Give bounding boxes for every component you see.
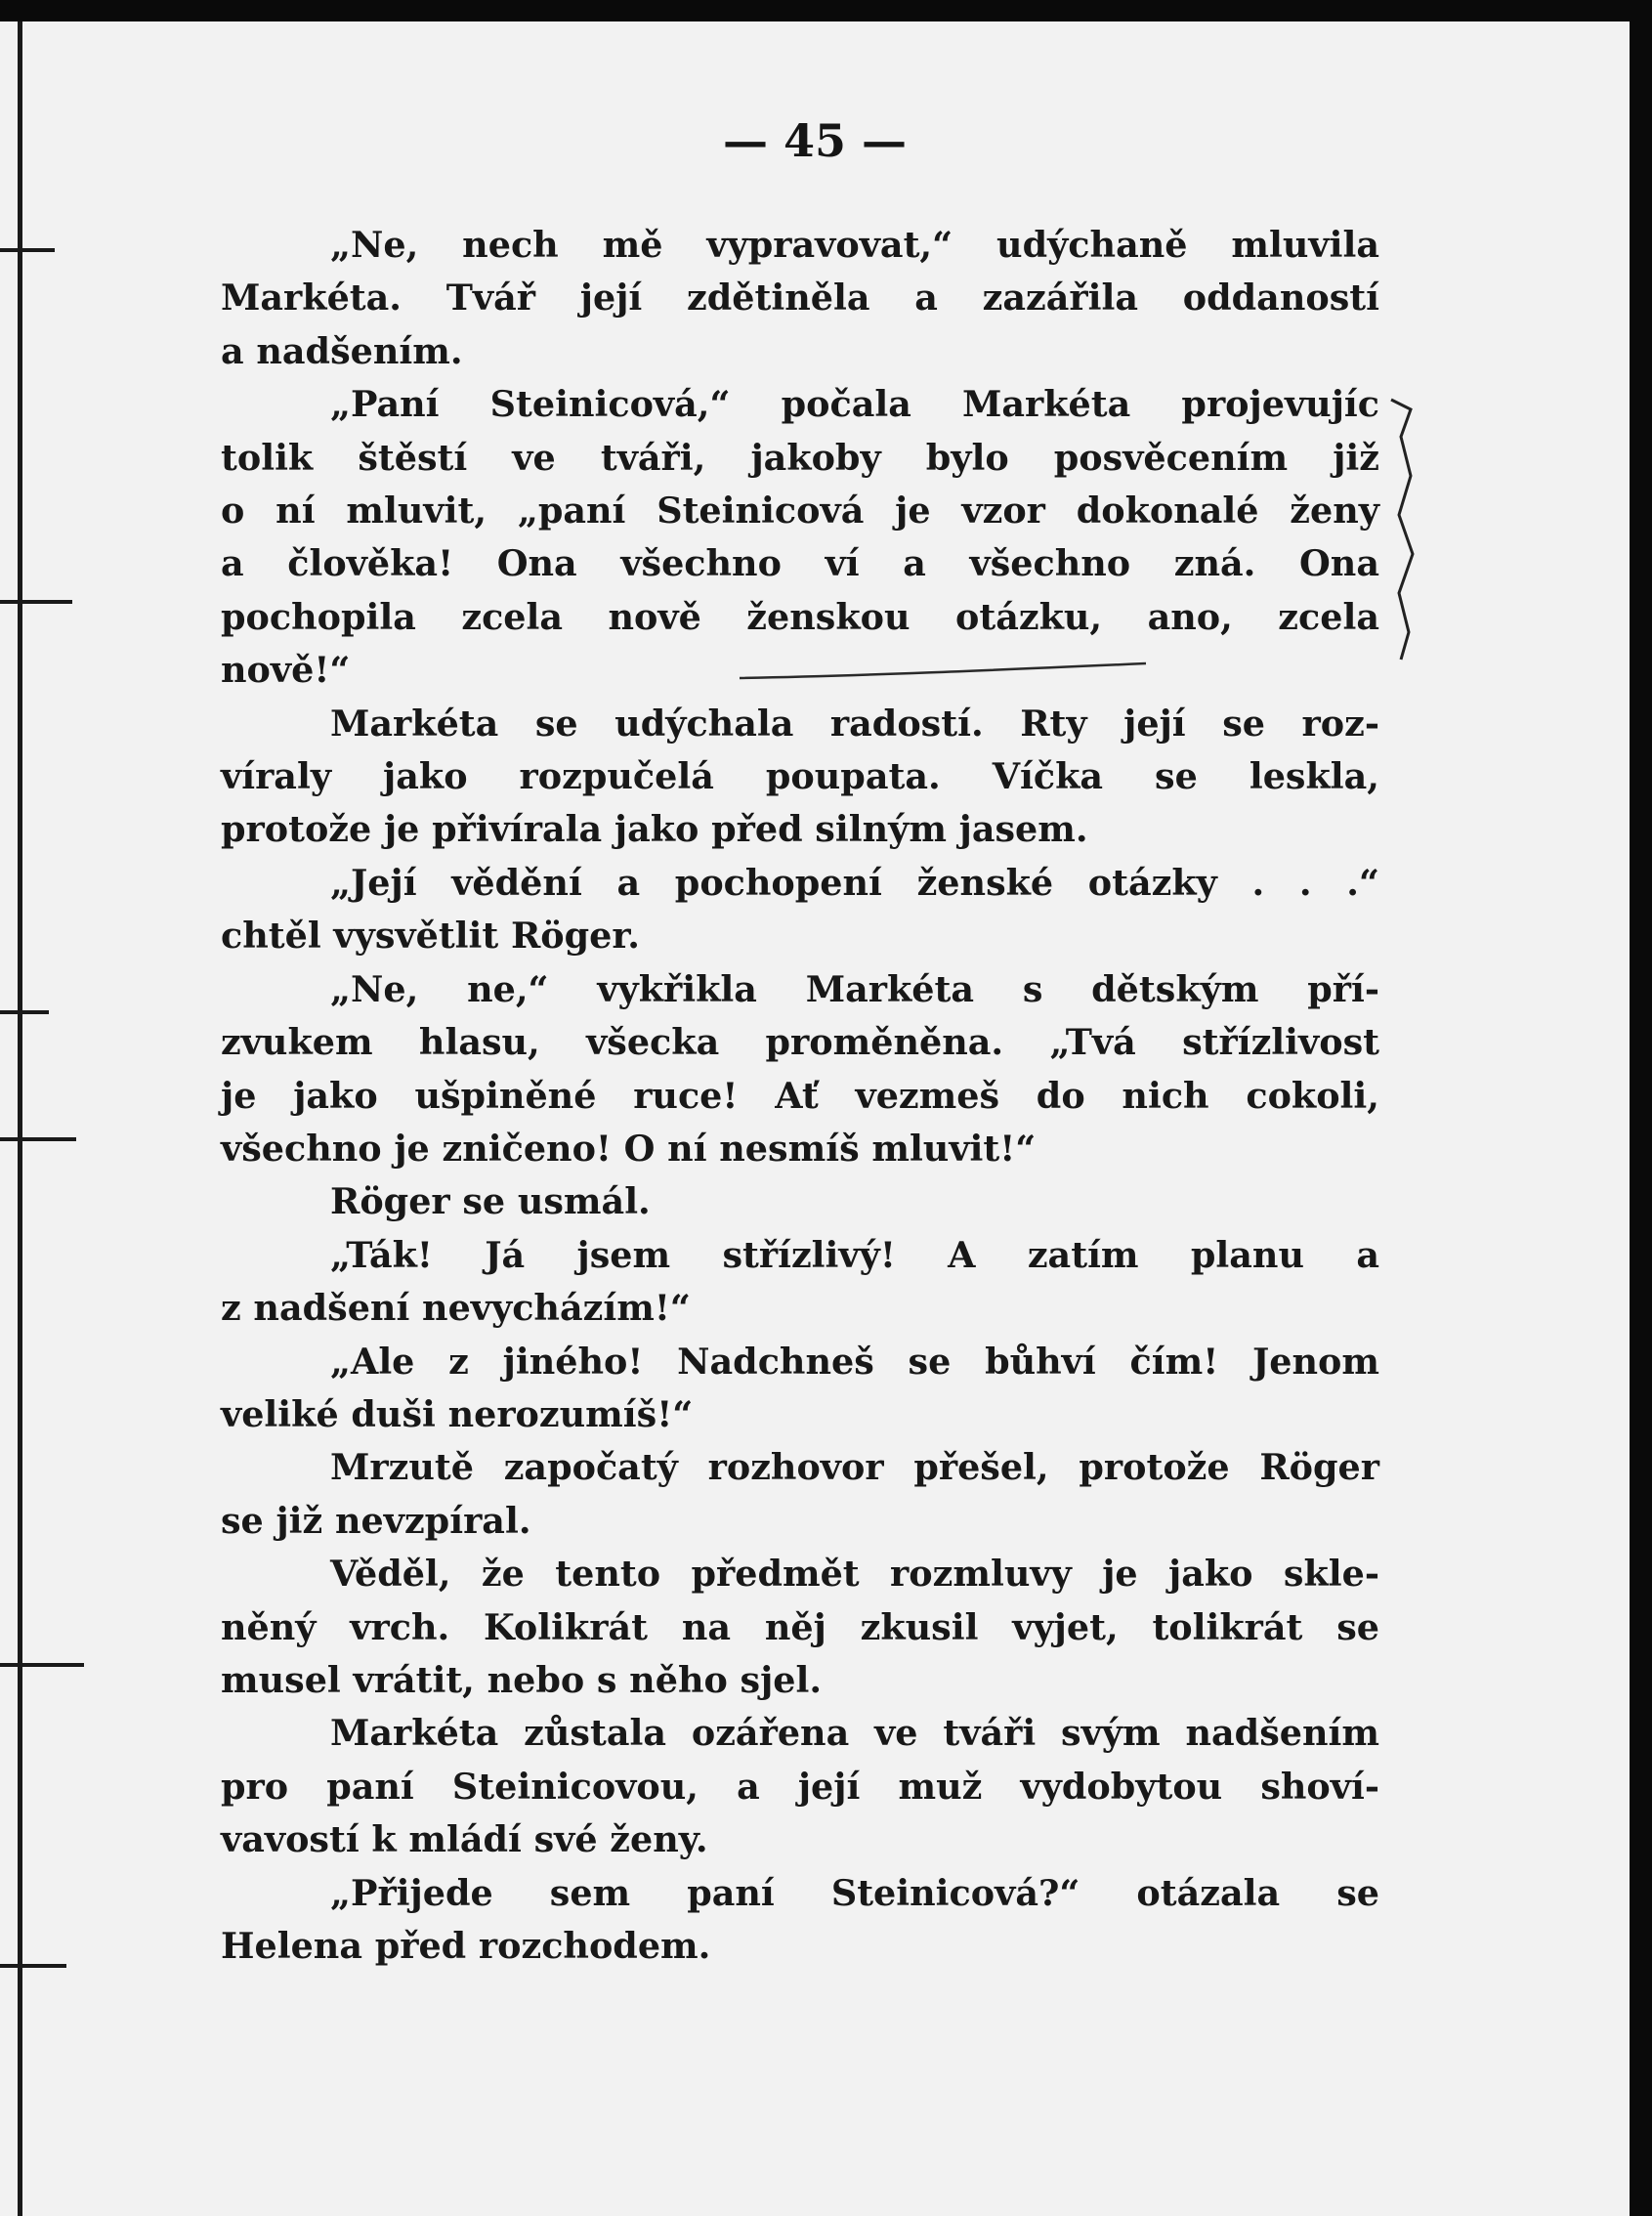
text-line: „Paní Steinicová,“ počala Markéta projevujíc — [330, 383, 1379, 426]
text-line: „Její vědění a pochopení ženské otázky . . .“ — [330, 861, 1379, 904]
text-line: je jako ušpiněné ruce! Ať vezmeš do nich cokoli, — [221, 1074, 1379, 1117]
text-line: a člověka! Ona všechno ví a všechno zná. Ona — [221, 542, 1379, 585]
text-line: se již nevzpíral. — [221, 1499, 531, 1542]
text-line: Röger se usmál. — [330, 1180, 651, 1223]
text-line: nově!“ — [221, 649, 351, 692]
text-line: tolik štěstí ve tváři, jakoby bylo posvěcením již — [221, 436, 1379, 479]
text-line: Věděl, že tento předmět rozmluvy je jako skle- — [330, 1553, 1379, 1596]
text-line: „Ne, nech mě vypravovat,“ udýchaně mluvila — [330, 224, 1379, 266]
text-line: vavostí k mládí své ženy. — [221, 1818, 708, 1861]
text-line: pochopila zcela nově ženskou otázku, ano, zcela — [221, 595, 1379, 638]
book-page — [0, 21, 1630, 2216]
text-line: o ní mluvit, „paní Steinicová je vzor dokonalé ženy — [221, 490, 1379, 533]
binding-thread-mark — [0, 1137, 76, 1141]
page-number: — 45 — — [722, 114, 908, 167]
binding-thread-mark — [0, 248, 55, 252]
text-line: Markéta zůstala ozářena ve tváři svým nadšením — [330, 1712, 1379, 1755]
binding-thread-mark — [0, 1663, 84, 1667]
text-line: „Ale z jiného! Nadchneš se bůhví čím! Jenom — [330, 1340, 1379, 1383]
pencil-margin-bracket — [1387, 398, 1420, 661]
pencil-underline — [738, 661, 1148, 682]
binding-thread-mark — [0, 600, 72, 604]
binding-thread-mark — [0, 1964, 66, 1968]
binding-edge — [18, 21, 22, 2216]
text-line: víraly jako rozpučelá poupata. Víčka se leskla, — [221, 755, 1379, 798]
text-line: zvukem hlasu, všecka proměněna. „Tvá střízlivost — [221, 1021, 1379, 1064]
text-line: chtěl vysvětlit Röger. — [221, 915, 640, 958]
text-line: Markéta se udýchala radostí. Rty její se roz- — [330, 702, 1379, 745]
text-line: Mrzutě započatý rozhovor přešel, protože Röger — [330, 1446, 1379, 1489]
text-line: musel vrátit, nebo s něho sjel. — [221, 1658, 823, 1701]
text-line: všechno je zničeno! O ní nesmíš mluvit!“ — [221, 1127, 1037, 1170]
text-line: pro paní Steinicovou, a její muž vydobytou shoví- — [221, 1765, 1379, 1808]
text-line: „Ne, ne,“ vykřikla Markéta s dětským pří- — [330, 967, 1379, 1010]
text-line: „Přijede sem paní Steinicová?“ otázala se — [330, 1871, 1379, 1914]
text-line: z nadšení nevycházím!“ — [221, 1287, 691, 1330]
text-line: a nadšením. — [221, 329, 463, 372]
binding-thread-mark — [0, 1010, 49, 1014]
text-line: „Ták! Já jsem střízlivý! A zatím planu a — [330, 1233, 1379, 1276]
text-line: veliké duši nerozumíš!“ — [221, 1392, 694, 1435]
text-line: něný vrch. Kolikrát na něj zkusil vyjet, tolikrát se — [221, 1605, 1379, 1648]
text-line: Markéta. Tvář její zdětiněla a zazářila oddaností — [221, 277, 1379, 320]
body-text — [221, 219, 1379, 1973]
text-line: protože je přivírala jako před silným jasem. — [221, 808, 1088, 851]
text-line: Helena před rozchodem. — [221, 1925, 711, 1967]
